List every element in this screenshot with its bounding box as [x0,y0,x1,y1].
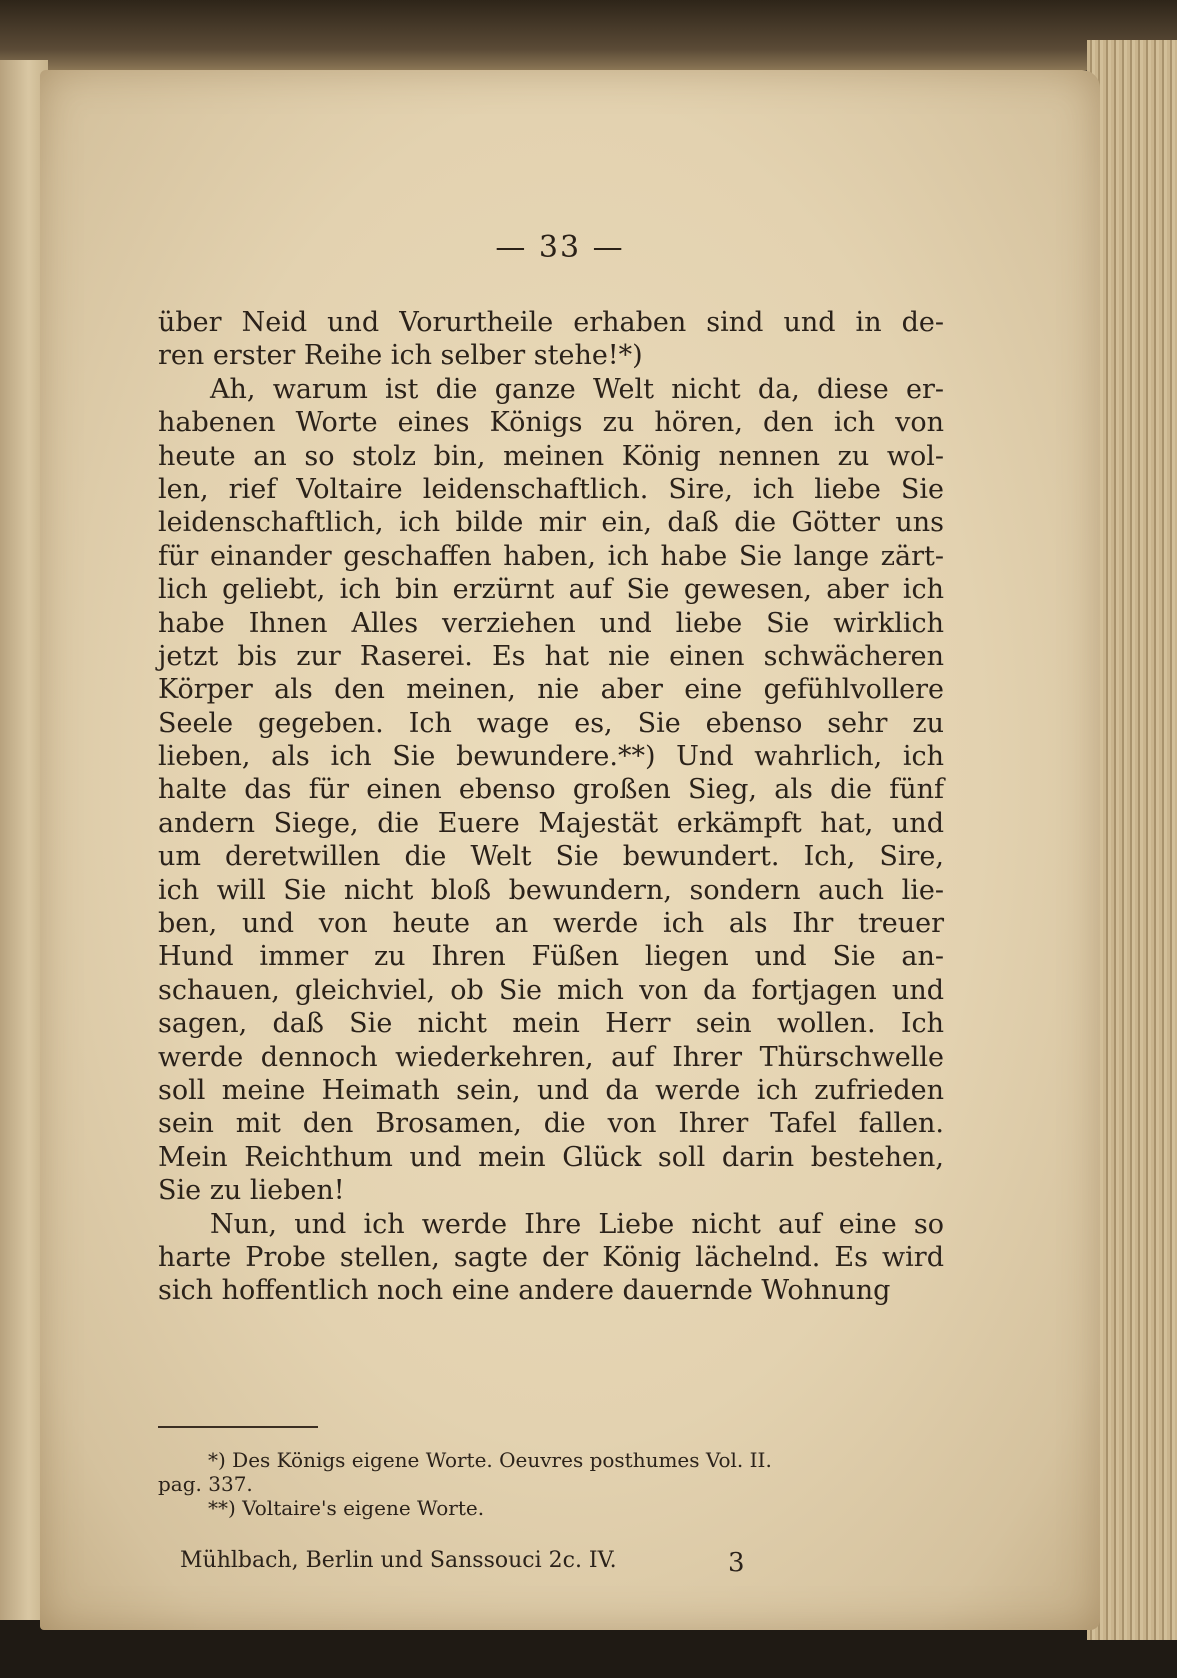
page-edges [1087,40,1177,1640]
text-line: halte das für einen ebenso großen Sieg, als die fünf [158,774,944,806]
signature-line: Mühlbach, Berlin und Sanssouci 2c. IV. [180,1548,617,1573]
footnote-1-cont: pag. 337. [158,1472,253,1496]
footnote-1: *) Des Königs eigene Worte. Oeuvres posthumes Vol. II. [208,1448,772,1472]
text-line: Mein Reichthum und mein Glück soll darin bestehen, [158,1141,944,1173]
text-line: lich geliebt, ich bin erzürnt auf Sie gewesen, aber ich [158,574,944,606]
text-line: heute an so stolz bin, meinen König nennen zu wol- [158,440,944,472]
text-line: leidenschaftlich, ich bilde mir ein, daß die Götter uns [158,507,944,539]
text-line: werde dennoch wiederkehren, auf Ihrer Thürschwelle [158,1041,944,1073]
text-line: Sie zu lieben! [158,1175,345,1207]
text-line: sagen, daß Sie nicht mein Herr sein wollen. Ich [158,1008,944,1040]
body-text [158,306,944,1308]
text-line: harte Probe stellen, sagte der König lächelnd. Es wird [158,1241,944,1273]
text-line: habenen Worte eines Königs zu hören, den ich von [158,407,944,439]
text-line: soll meine Heimath sein, und da werde ich zufrieden [158,1074,944,1106]
text-line: für einander geschaffen haben, ich habe Sie lange zärt- [158,540,944,572]
text-line: ren erster Reihe ich selber stehe!*) [158,340,643,372]
text-line: ben, und von heute an werde ich als Ihr treuer [158,908,944,940]
footnote-divider [158,1426,318,1428]
text-line: habe Ihnen Alles verziehen und liebe Sie wirklich [158,607,944,639]
text-line: Ah, warum ist die ganze Welt nicht da, diese er- [210,373,944,405]
text-line: schauen, gleichviel, ob Sie mich von da fortjagen und [158,974,944,1006]
text-line: lieben, als ich Sie bewundere.**) Und wahrlich, ich [158,741,944,773]
text-line: Körper als den meinen, nie aber eine gefühlvollere [158,674,944,706]
text-line: andern Siege, die Euere Majestät erkämpft hat, und [158,807,944,839]
text-line: len, rief Voltaire leidenschaftlich. Sire, ich liebe Sie [158,473,944,505]
page-number: — 33 — [495,230,625,265]
sheet-number: 3 [728,1548,745,1578]
text-line: sich hoffentlich noch eine andere dauernde Wohnung [158,1275,891,1307]
text-line: über Neid und Vorurtheile erhaben sind und in de- [158,307,944,338]
text-line: ich will Sie nicht bloß bewundern, sondern auch lie- [158,874,944,906]
book-spine-top [0,0,1177,70]
book-page [40,70,1100,1630]
footnotes [158,1448,944,1520]
text-line: um deretwillen die Welt Sie bewundert. Ich, Sire, [158,841,944,873]
text-line: Hund immer zu Ihren Füßen liegen und Sie an- [158,941,944,973]
text-line: sein mit den Brosamen, die von Ihrer Tafel fallen. [158,1108,944,1140]
text-line: jetzt bis zur Raserei. Es hat nie einen schwächeren [158,640,944,672]
text-line: Seele gegeben. Ich wage es, Sie ebenso sehr zu [158,707,944,739]
text-line: Nun, und ich werde Ihre Liebe nicht auf eine so [210,1208,944,1240]
footnote-2: **) Voltaire's eigene Worte. [208,1496,485,1520]
